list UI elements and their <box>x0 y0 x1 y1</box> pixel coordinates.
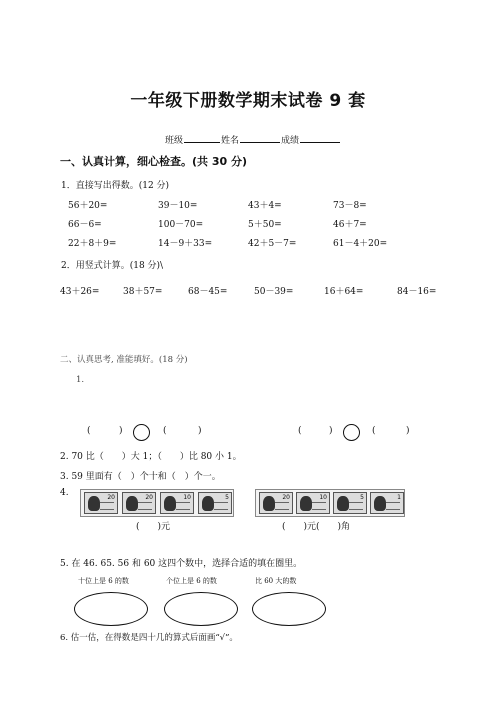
paren-open: ( <box>163 426 167 436</box>
section2-q3: 3. 59 里面有（ ）个十和（ ）个一。 <box>60 472 221 482</box>
oval-label: 个位上是 6 的数 <box>166 577 217 585</box>
oval-label: 十位上是 6 的数 <box>78 577 129 585</box>
vertical-calc-item: 50－39= <box>254 287 294 297</box>
calc-cell: 66－6= <box>68 220 102 230</box>
vertical-calc-item: 43＋26= <box>60 287 100 297</box>
info-line <box>165 133 341 146</box>
name-blank[interactable] <box>240 134 280 143</box>
vertical-calc-item: 38＋57= <box>123 287 163 297</box>
section2-q1-label: 1. <box>76 375 85 385</box>
section2-heading: 二、认真思考, 准能填好。(18 分) <box>60 355 188 365</box>
section2-q5-label: 5. 在 46. 65. 56 和 60 这四个数中，选择合适的填在圈里。 <box>60 559 303 569</box>
compare-circle-right[interactable] <box>343 424 360 441</box>
class-blank[interactable] <box>184 134 220 143</box>
compare-circle-left[interactable] <box>133 424 150 441</box>
page-title: 一年级下册数学期末试卷 9 套 <box>130 91 366 111</box>
paren-close: ) <box>119 426 123 436</box>
banknote-image: 20 20 10 5 <box>80 489 234 517</box>
answer-yuan[interactable]: ( )元 <box>136 522 171 532</box>
answer-oval-tens[interactable] <box>74 592 148 626</box>
name-label: 姓名 <box>221 136 240 146</box>
answer-oval-greater[interactable] <box>252 592 326 626</box>
paren-close: ) <box>406 426 410 436</box>
calc-cell: 46＋7= <box>333 220 367 230</box>
calc-cell: 73－8= <box>333 201 367 211</box>
calc-cell: 5＋50= <box>248 220 282 230</box>
calc-cell: 56＋20= <box>68 201 108 211</box>
section2-q4-label: 4. <box>60 488 69 498</box>
answer-yuan-jiao[interactable]: ( )元( )角 <box>282 522 351 532</box>
calc-cell: 39－10= <box>158 201 198 211</box>
vertical-calc-item: 84－16= <box>397 287 437 297</box>
banknote-image: 20 10 5 1 <box>255 489 405 517</box>
section1-q1-label: 1．直接写出得数。(12 分) <box>61 181 170 191</box>
paren-open: ( <box>372 426 376 436</box>
paren-close: ) <box>329 426 333 436</box>
oval-label: 比 60 大的数 <box>255 577 297 585</box>
calc-cell: 14－9＋33= <box>158 239 213 249</box>
calc-cell: 43＋4= <box>248 201 282 211</box>
vertical-calc-item: 16＋64= <box>324 287 364 297</box>
calc-cell: 61－4＋20= <box>333 239 388 249</box>
section2-q2: 2. 70 比（ ）大 1；（ ）比 80 小 1。 <box>60 452 242 462</box>
paren-open: ( <box>298 426 302 436</box>
section1-q2-label: 2．用竖式计算。(18 分)\ <box>61 261 164 271</box>
section1-heading: 一、认真计算，细心检查。(共 30 分) <box>60 155 248 168</box>
score-label: 成绩 <box>281 136 300 146</box>
section2-q6: 6. 估一估，在得数是四十几的算式后面画“√”。 <box>60 633 238 643</box>
class-label: 班级 <box>165 136 184 146</box>
paren-close: ) <box>198 426 202 436</box>
calc-cell: 42＋5－7= <box>248 239 297 249</box>
paren-open: ( <box>87 426 91 436</box>
vertical-calc-item: 68－45= <box>188 287 228 297</box>
calc-cell: 22＋8＋9= <box>68 239 117 249</box>
calc-cell: 100－70= <box>158 220 204 230</box>
score-blank[interactable] <box>300 134 340 143</box>
answer-oval-ones[interactable] <box>164 592 238 626</box>
